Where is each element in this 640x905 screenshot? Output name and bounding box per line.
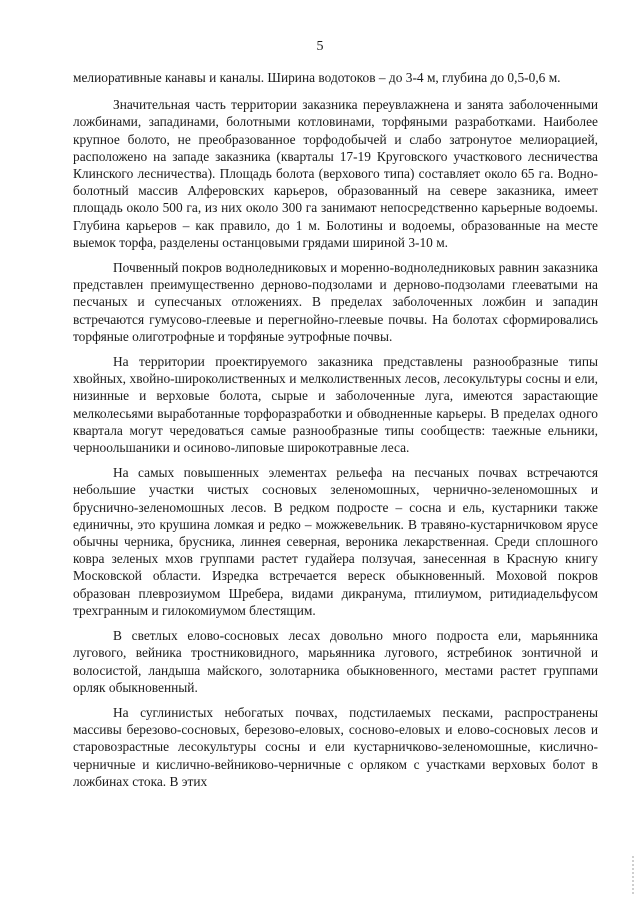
paragraph-continuation: мелиоративные канавы и каналы. Ширина водотоков – до 3-4 м, глубина до 0,5-0,6 м. — [73, 70, 561, 85]
scan-edge-mark — [632, 856, 634, 896]
paragraph-soils: Почвенный покров водноледниковых и моренно-водноледниковых равнин заказника представлен преимущественно дерново-подзолами и дерново-подзолами глееватыми на песчаных и супесчаных отложениях. В пределах заболоченных ложбин и западин встречаются гумусово-глеевые и перегнойно-глеевые почвы. На болотах сформировались торфяные олиготрофные и торфяные эутрофные почвы. — [73, 260, 598, 344]
body-text — [73, 69, 598, 798]
paragraph-wetlands: Значительная часть территории заказника переувлажнена и занята заболоченными ложбинами, западинами, болотными котловинами, торфяными разработками. Наиболее крупное болото, не преобразованное торфодобычей и слабо затронутое мелиорацией, расположено на западе заказника (кварталы 17-19 Круговского участкового лесничества Клинского лесничества). Площадь болота (верхового типа) составляет около 65 га. Водно-болотный массив Алферовских карьеров, образованный на севере заказника, имеет площадь около 500 га, из них около 300 га занимают непосредственно карьерные водоемы. Глубина карьеров – как правило, до 1 м. Болотины и водоемы, образованные на месте выемок торфа, разделены останцовыми грядами шириной 3-10 м. — [73, 97, 598, 250]
paragraph-pine-forests: На самых повышенных элементах рельефа на песчаных почвах встречаются небольшие участки чистых сосновых зеленомошных, чернично-зеленомошных и бруснично-зеленомошных лесов. В редком подросте – сосна и ель, кустарники также единичны, это крушина ломкая и редко – можжевельник. В травяно-кустарничковом ярусе обычны черника, брусника, линнея северная, вероника лекарственная. Среди сплошного ковра зеленых мхов группами растет гудайера ползучая, занесенная в Красную книгу Московской области. Изредка встречается вереск обыкновенный. Моховой покров образован плеврозиумом Шребера, видами дикранума, птилиумом, ритидиадельфусом трехгранным и гилокомиумом блестящим. — [73, 465, 598, 618]
paragraph-spruce-pine-forests: В светлых елово-сосновых лесах довольно много подроста ели, марьянника лугового, вейника тростниковидного, марьянника лугового, ястребинок зонтичной и волосистой, ландыша майского, золотарника обыкновенного, местами растет группами орляк обыкновенный. — [73, 628, 598, 695]
page-number: 5 — [316, 39, 324, 54]
paragraph-forest-types: На территории проектируемого заказника представлены разнообразные типы хвойных, хвойно-широколиственных и мелколиственных лесов, лесокультуры сосны и ели, низинные и верховые болота, сырые и заболоченные луга, имеются зарастающие мелколесьями выработанные торфоразработки и обводненные карьеры. В пределах одного квартала могут чередоваться самые разнообразные типы сообществ: таежные ельники, черноольшаники и осиново-липовые широкотравные леса. — [73, 354, 598, 456]
paragraph-loamy-soils: На суглинистых небогатых почвах, подстилаемых песками, распространены массивы березово-сосновых, березово-еловых, сосново-еловых и елово-сосновых лесов и старовозрастные лесокультуры сосны и ели кустарничково-зеленомошные, кислично-черничные и кислично-вейниково-черничные с орляком с участками верховых болот в ложбинах стока. В этих — [73, 704, 598, 789]
